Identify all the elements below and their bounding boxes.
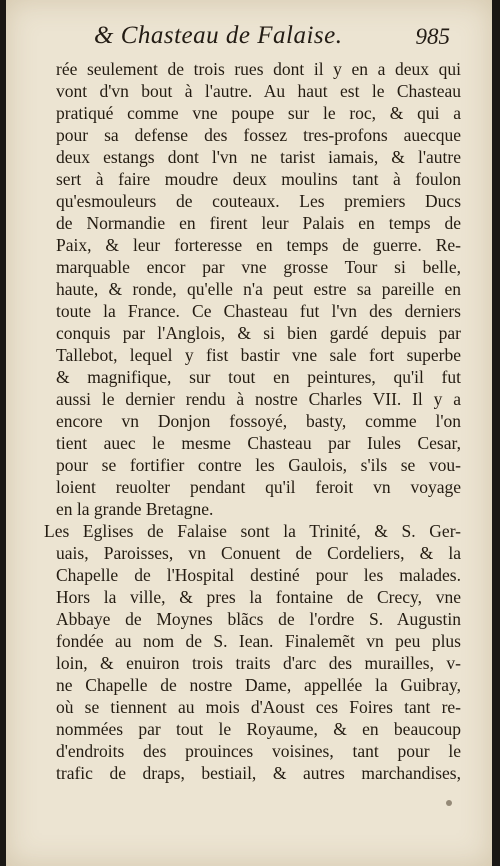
text-line: d'endroits des prouinces voisines, tant pour le bbox=[56, 741, 461, 761]
body-text bbox=[44, 58, 461, 784]
page-number: 985 bbox=[415, 24, 450, 49]
text-line: vont d'vn bout à l'autre. Au haut est le Chasteau bbox=[56, 81, 461, 101]
text-line: Paix, & leur forteresse en temps de guerre. Re- bbox=[56, 235, 461, 255]
text-line: marquable encor par vne grosse Tour si belle, bbox=[56, 257, 461, 277]
text-line: de Normandie en firent leur Palais en temps de bbox=[56, 213, 461, 233]
text-line: rée seulement de trois rues dont il y en a deux qui bbox=[56, 59, 461, 79]
text-line: pour se fortifier contre les Gaulois, s'ils se vou- bbox=[56, 455, 461, 475]
text-line: aussi le dernier rendu à nostre Charles VII. Il y a bbox=[56, 389, 461, 409]
text-line: Hors la ville, & pres la fontaine de Crecy, vne bbox=[56, 587, 461, 607]
text-line: loient reuolter pendant qu'il feroit vn voyage bbox=[56, 477, 461, 497]
book-page bbox=[6, 0, 492, 866]
text-line: trafic de draps, bestiail, & autres marchandises, bbox=[56, 763, 461, 783]
text-line: pour sa defense des fossez tres-profons auecque bbox=[56, 125, 461, 145]
text-line: où se tiennent au mois d'Aoust ces Foires tant re- bbox=[56, 697, 461, 717]
paragraph-start-line: Les Eglises de Falaise sont la Trinité, & S. Ger- bbox=[44, 521, 461, 541]
text-line: uais, Paroisses, vn Conuent de Cordeliers, & la bbox=[56, 543, 461, 563]
text-line: loin, & enuiron trois traits d'arc des murailles, v- bbox=[56, 653, 461, 673]
running-head bbox=[6, 20, 492, 56]
text-line: nommées par tout le Royaume, & en beaucoup bbox=[56, 719, 461, 739]
text-line: pratiqué comme vne poupe sur le roc, & qui a bbox=[56, 103, 461, 123]
text-line: deux estangs dont l'vn ne tarist iamais, & l'autre bbox=[56, 147, 461, 167]
text-line: fondée au nom de S. Iean. Finalemẽt vn peu plus bbox=[56, 631, 461, 651]
text-line: encore vn Donjon fossoyé, basty, comme l'on bbox=[56, 411, 461, 431]
text-line: Chapelle de l'Hospital destiné pour les malades. bbox=[56, 565, 461, 585]
text-line: haute, & ronde, qu'elle n'a peut estre sa pareille en bbox=[56, 279, 461, 299]
text-line: qu'esmouleurs de couteaux. Les premiers Ducs bbox=[56, 191, 461, 211]
text-line: Abbaye de Moynes blãcs de l'ordre S. Augustin bbox=[56, 609, 461, 629]
ink-speck bbox=[446, 800, 452, 806]
text-line: toute la France. Ce Chasteau fut l'vn des derniers bbox=[56, 301, 461, 321]
text-line: en la grande Bretagne. bbox=[56, 499, 214, 519]
text-line: ne Chapelle de nostre Dame, appellée la Guibray, bbox=[56, 675, 461, 695]
text-line: tient auec le mesme Chasteau par Iules Cesar, bbox=[56, 433, 461, 453]
text-line: & magnifique, sur tout en peintures, qu'il fut bbox=[56, 367, 461, 387]
running-title: & Chasteau de Falaise. bbox=[94, 22, 343, 49]
text-line: Tallebot, lequel y fist bastir vne sale fort superbe bbox=[56, 345, 461, 365]
text-line: conquis par l'Anglois, & si bien gardé depuis par bbox=[56, 323, 461, 343]
text-line: sert à faire moudre deux moulins tant à foulon bbox=[56, 169, 461, 189]
